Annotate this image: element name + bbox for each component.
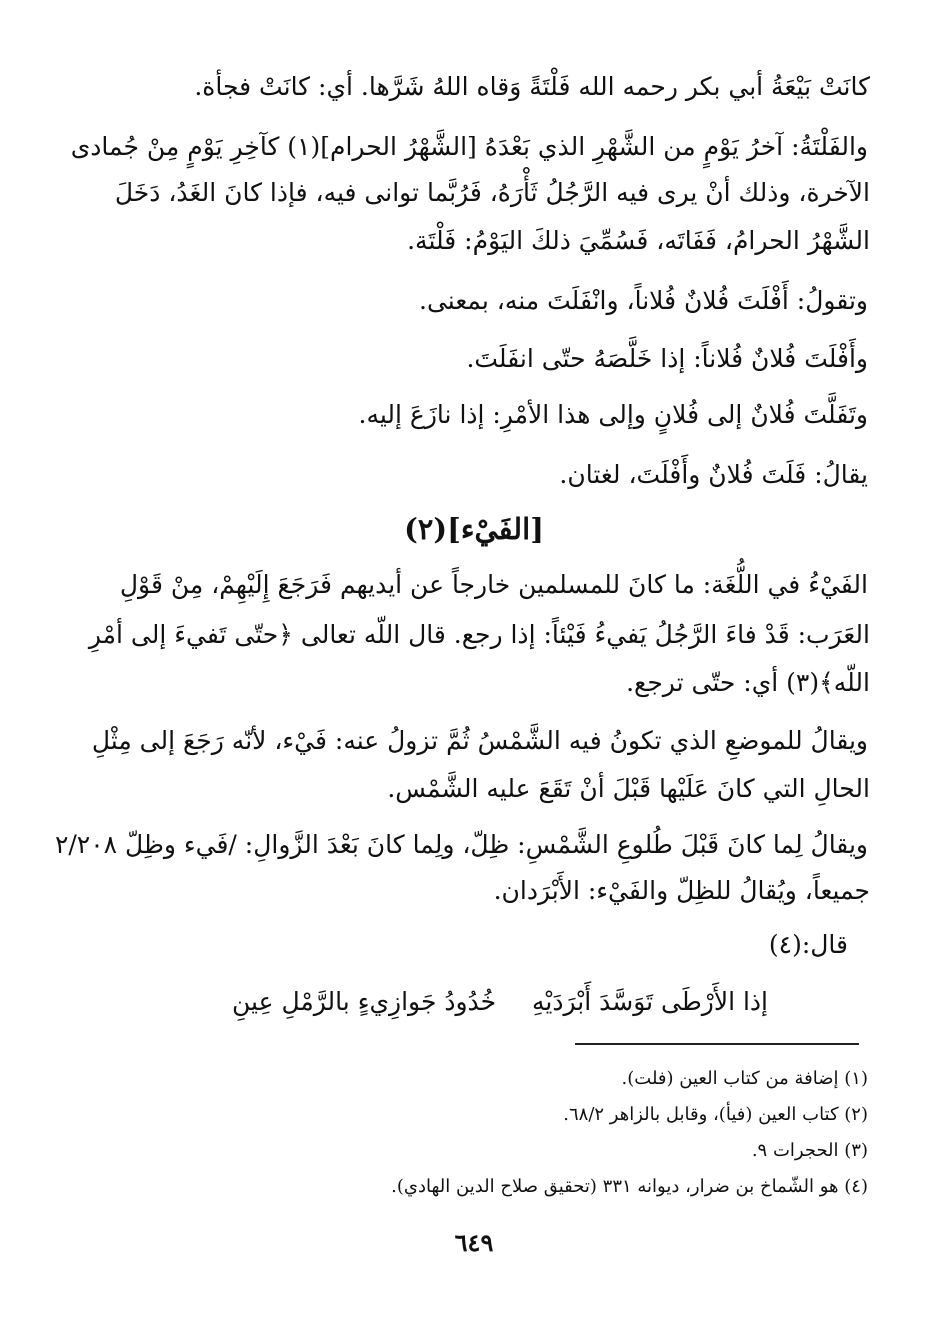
body-line: ويقالُ لِما كانَ قَبْلَ طُلوعِ الشَّمْسِ: ظِلّ، ولِما كانَ بَعْدَ الزَّوالِ: /فَيء وظِلّ ٢/٢٠٨ <box>54 830 868 859</box>
body-line: الآخرة، وذلك أنْ يرى فيه الرَّجُلُ ثَأْرَهُ، فَرُبَّما توانى فيه، فإذا كانَ الغَدُ، دَخَلَ <box>114 178 870 207</box>
body-line: الفَيْءُ في اللُّغَة: ما كانَ للمسلمين خارجاً عن أيديهم فَرَجَعَ إِلَيْهِمْ، مِنْ قَوْلِ <box>119 570 868 599</box>
body-line: كانَتْ بَيْعَةُ أبي بكر رحمه الله فَلْتَةً وَقاه اللهُ شَرَّها. أي: كانَتْ فجأة. <box>194 72 870 101</box>
verse-first-hemistich: إذا الأَرْطَى تَوَسَّدَ أَبْرَدَيْهِ <box>531 987 768 1016</box>
body-line: اللّه﴾(٣) أي: حتّى ترجع. <box>626 668 870 697</box>
footnote-divider <box>575 1043 859 1045</box>
body-line: ويقالُ للموضعِ الذي تكونُ فيه الشَّمْسُ ثُمَّ تزولُ عنه: فَيْء، لأنّه رَجَعَ إلى مِثْلِ <box>91 726 868 755</box>
body-line: وتقولُ: أَفْلَتَ فُلانٌ فُلاناً، وانْفَلَتَ منه، بمعنى. <box>419 286 868 315</box>
footnote: (٤) هو الشّماخ بن ضرار، ديوانه ٣٣١ (تحقيق صلاح الدين الهادي). <box>391 1176 868 1197</box>
body-line: يقالُ: فَلَتَ فُلانٌ وأَفْلَتَ، لغتان. <box>559 460 868 489</box>
section-title: [الفَيْء](٢) <box>404 512 544 546</box>
body-line: الشَّهْرُ الحرامُ، فَفَاتَه، فَسُمِّيَ ذلكَ اليَوْمُ: فَلْتَة. <box>407 226 870 255</box>
body-line: جميعاً، ويُقالُ للظِلّ والفَيْء: الأَبْرَدان. <box>493 876 870 905</box>
page-number: ٦٤٩ <box>454 1228 494 1257</box>
body-line: العَرَب: قَدْ فاءَ الرَّجُلُ يَفيءُ فَيْئاً: إذا رجع. قال اللّه تعالى ﴿حتّى تَفيءَ إلى أمْرِ <box>88 620 870 649</box>
body-line: وتَفَلَّتَ فُلانٌ إلى فُلانٍ وإلى هذا الأمْرِ: إذا نازَعَ إليه. <box>358 400 868 429</box>
footnote: (٣) الحجرات ٩. <box>751 1140 868 1161</box>
body-line: وأَفْلَتَ فُلانٌ فُلاناً: إذا خَلَّصَهُ حتّى انفَلَتَ. <box>466 344 868 373</box>
body-line: والفَلْتَةُ: آخرُ يَوْمٍ من الشَّهْرِ الذي بَعْدَهُ [الشَّهْرُ الحرام](١) كآخِرِ يَوْمٍ مِنْ جُمادى <box>70 132 868 161</box>
footnote: (٢) كتاب العين (فيأ)، وقابل بالزاهر ٦٨/٢. <box>563 1104 868 1125</box>
body-line: قال:(٤) <box>768 930 848 959</box>
body-line: الحالِ التي كانَ عَلَيْها قَبْلَ أنْ تَقَعَ عليه الشَّمْس. <box>387 774 870 803</box>
footnote: (١) إضافة من كتاب العين (فلت). <box>621 1068 868 1089</box>
verse-second-hemistich: خُدُودُ جَوازِيءٍ بالرَّمْلِ عِينِ <box>232 987 497 1016</box>
